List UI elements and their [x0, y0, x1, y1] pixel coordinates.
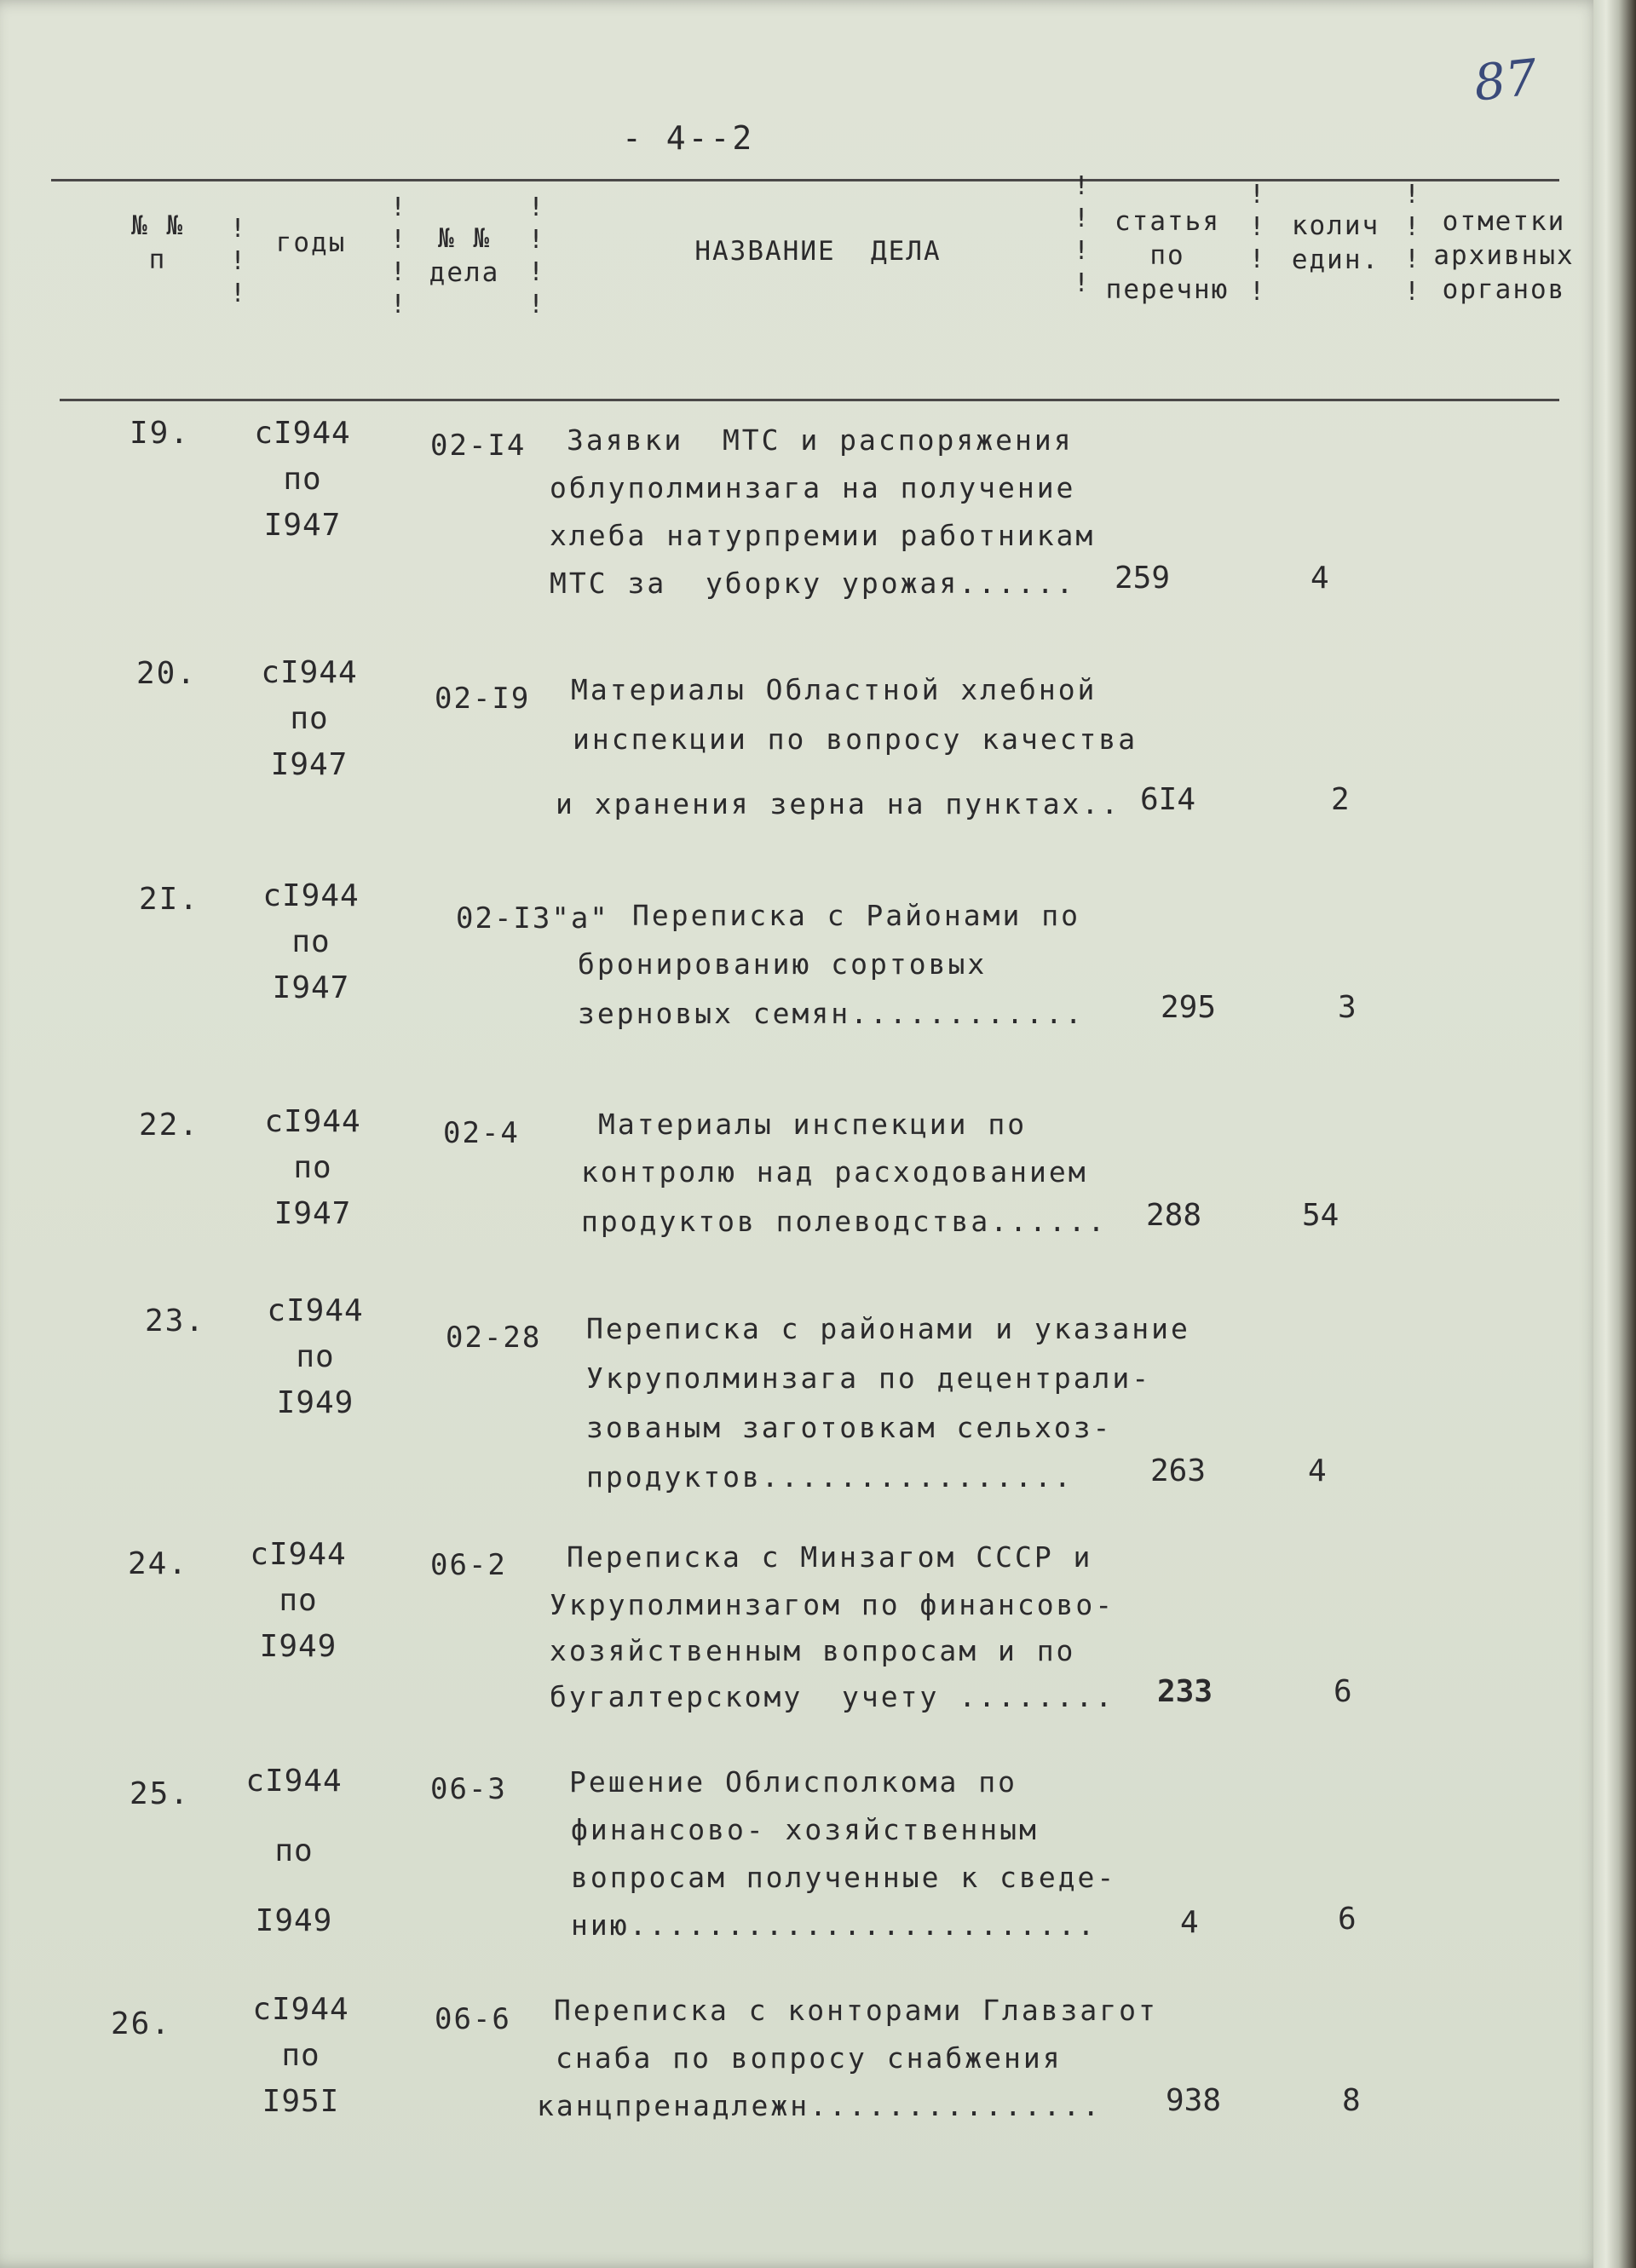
column-separator: ! ! ! ! [1074, 171, 1090, 298]
header-case-number: № № дела [429, 223, 500, 288]
row-title-line: контролю над расходованием [581, 1155, 1088, 1189]
row-title-line: Переписка с Минзагом СССР и [567, 1540, 1093, 1574]
row-title-line: Переписка с Районами по [632, 899, 1080, 932]
column-separator: ! ! ! ! [1404, 180, 1420, 307]
row-title-line: снаба по вопросу снабжения [556, 2041, 1063, 2075]
row-list-article: 6I4 [1140, 782, 1196, 817]
row-title-line: бугалтерскому учету ........ [550, 1680, 1115, 1713]
row-title-line: финансово- хозяйственным [571, 1813, 1039, 1846]
row-unit-count: 6 [1338, 1902, 1357, 1937]
header-bottom-rule [60, 399, 1559, 401]
row-list-article: 4 [1180, 1905, 1199, 1940]
row-number: I9. [130, 416, 191, 451]
row-number: 22. [139, 1108, 200, 1143]
row-title-line: продуктов полеводства...... [581, 1205, 1108, 1238]
header-list-article: статья по перечню [1105, 206, 1230, 305]
row-list-article: 263 [1150, 1453, 1207, 1488]
row-title-line: хлеба натурпремии работникам [550, 519, 1096, 552]
row-list-article: 295 [1161, 990, 1217, 1025]
row-title-line: инспекции по вопросу качества [573, 722, 1138, 756]
row-title-line: МТС за уборку урожая...... [550, 567, 1076, 600]
row-unit-count: 54 [1302, 1198, 1339, 1233]
row-title-line: зерновых семян............ [578, 997, 1085, 1030]
row-list-article: 259 [1115, 561, 1171, 596]
row-title-line: Материалы инспекции по [598, 1108, 1028, 1141]
row-title-line: Решение Облисполкома по [569, 1765, 1017, 1799]
row-number: 26. [111, 2006, 172, 2041]
row-title-line: облуполминзага на получение [550, 471, 1076, 504]
header-archive-marks: отметки архивных органов [1433, 206, 1575, 305]
row-unit-count: 3 [1338, 990, 1357, 1025]
row-title-line: Укруполминзага по децентрали- [586, 1361, 1152, 1395]
row-title-line: вопросам полученные к сведе- [571, 1861, 1117, 1894]
row-years: сI944 по I949 [245, 1764, 343, 1938]
row-years: сI944 по I947 [262, 878, 360, 1005]
row-years: сI944 по I947 [254, 416, 351, 543]
row-unit-count: 4 [1308, 1453, 1327, 1488]
row-years: сI944 по I947 [261, 655, 358, 782]
column-separator: ! ! ! ! [1249, 180, 1265, 307]
row-title-line: бронированию сортовых [578, 947, 988, 981]
row-number: 23. [145, 1304, 206, 1338]
row-title-line: нию........................ [571, 1908, 1097, 1942]
row-case-number: 06-3 [430, 1772, 507, 1806]
row-case-number: 02-28 [446, 1321, 542, 1355]
row-number: 20. [136, 656, 198, 691]
row-number: 25. [130, 1776, 191, 1811]
page-stack-edge [1593, 0, 1636, 2268]
row-case-number: 02-4 [443, 1116, 520, 1150]
row-case-number: 02-I4 [430, 429, 527, 463]
row-list-article: 288 [1146, 1198, 1202, 1233]
column-separator: ! ! ! [230, 214, 246, 308]
row-years: сI944 по I949 [250, 1537, 347, 1664]
header-unit-count: колич един. [1291, 210, 1380, 275]
row-title-line: Укруполминзагом по финансово- [550, 1588, 1115, 1621]
header-years: годы [275, 227, 347, 258]
row-unit-count: 4 [1311, 561, 1329, 596]
row-list-article: 938 [1166, 2083, 1222, 2118]
page-number: - 4--2 [622, 119, 755, 157]
row-title-line: и хранения зерна на пунктах.. [556, 787, 1121, 820]
row-case-number: 02-I3"а" [456, 901, 609, 935]
row-case-number: 06-2 [430, 1548, 507, 1582]
column-separator: ! ! ! ! [390, 193, 406, 319]
row-number: 24. [128, 1546, 189, 1581]
row-list-article: 233 [1157, 1674, 1213, 1709]
row-number: 2I. [139, 882, 200, 917]
row-title-line: Переписка с районами и указание [586, 1312, 1190, 1345]
header-row-number: № № п [131, 210, 184, 275]
row-title-line: Материалы Областной хлебной [571, 673, 1097, 706]
row-unit-count: 2 [1331, 782, 1350, 817]
row-title-line: зованым заготовкам сельхоз- [586, 1411, 1113, 1444]
row-title-line: Заявки МТС и распоряжения [567, 423, 1074, 457]
row-years: сI944 по I949 [267, 1293, 364, 1420]
header-case-title: НАЗВАНИЕ ДЕЛА [694, 236, 942, 267]
header-top-rule [51, 179, 1559, 181]
column-separator: ! ! ! ! [528, 193, 544, 319]
row-years: сI944 по I95I [252, 1992, 349, 2119]
row-title-line: продуктов................ [586, 1460, 1074, 1494]
row-years: сI944 по I947 [264, 1104, 361, 1231]
row-case-number: 06-6 [435, 2002, 511, 2036]
row-title-line: Переписка с конторами Главзагот [554, 1994, 1158, 2027]
row-unit-count: 8 [1342, 2083, 1361, 2118]
row-unit-count: 6 [1334, 1674, 1352, 1709]
row-case-number: 02-I9 [435, 682, 531, 716]
handwritten-folio-number: 87 [1471, 48, 1541, 112]
row-title-line: хозяйственным вопросам и по [550, 1634, 1076, 1667]
row-title-line: канцпренадлежн............... [537, 2089, 1103, 2122]
